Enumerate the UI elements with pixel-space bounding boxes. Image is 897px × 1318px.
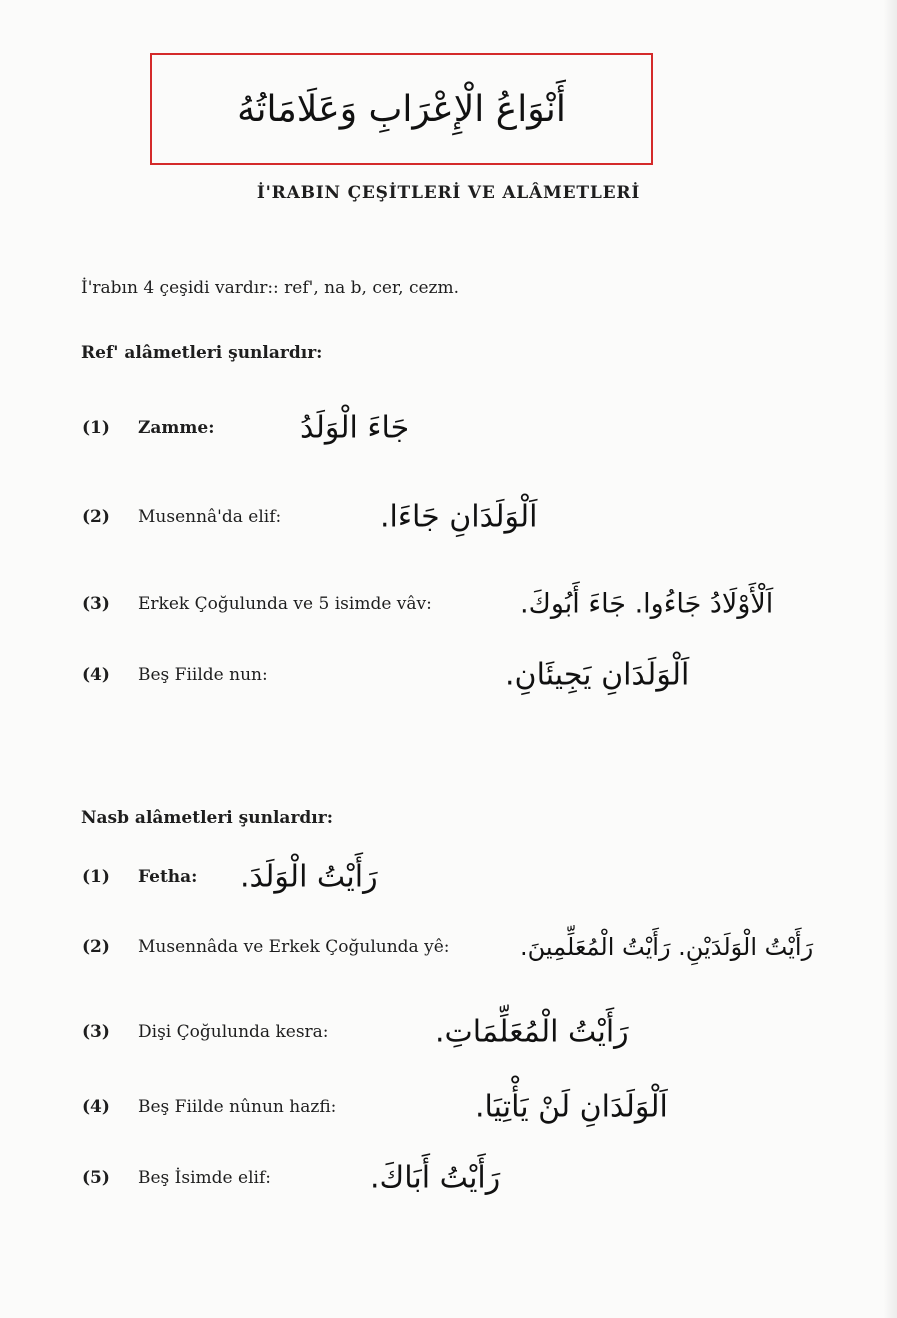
- list-item: [0, 398, 897, 458]
- list-item: [0, 847, 897, 907]
- item-label: Beş Fiilde nûnun hazfi:: [138, 1097, 337, 1117]
- arabic-title: أَنْوَاعُ الْإِعْرَابِ وَعَلَامَاتُهُ: [237, 88, 566, 130]
- item-label: Musennâda ve Erkek Çoğulunda yê:: [138, 937, 450, 957]
- arabic-example: رَأَيْتُ أَبَاكَ.: [370, 1160, 501, 1196]
- ref-heading: Ref' alâmetleri şunlardır:: [81, 343, 323, 363]
- arabic-example: اَلْأَوْلَادُ جَاءُوا. جَاءَ أَبُوكَ.: [520, 588, 774, 620]
- item-number: (3): [82, 1022, 110, 1042]
- item-label: Musennâ'da elif:: [138, 507, 282, 527]
- item-number: (5): [82, 1168, 110, 1188]
- item-number: (2): [82, 507, 110, 527]
- list-item: [0, 645, 897, 705]
- arabic-example: رَأَيْتُ الْوَلَدَيْنِ. رَأَيْتُ الْمُعَلِّمِينَ.: [520, 933, 814, 961]
- list-item: [0, 1148, 897, 1208]
- item-label: Dişi Çoğulunda kesra:: [138, 1022, 329, 1042]
- nasb-heading: Nasb alâmetleri şunlardır:: [81, 808, 333, 828]
- item-number: (4): [82, 665, 110, 685]
- list-item: [0, 1077, 897, 1137]
- item-number: (3): [82, 594, 110, 614]
- item-number: (1): [82, 867, 110, 887]
- arabic-example: اَلْوَلَدَانِ يَجِيئَانِ.: [505, 657, 690, 693]
- arabic-example: جَاءَ الْوَلَدُ: [300, 410, 410, 446]
- page-title: İ'RABIN ÇEŞİTLERİ VE ALÂMETLERİ: [256, 183, 641, 203]
- item-number: (1): [82, 418, 110, 438]
- item-number: (2): [82, 937, 110, 957]
- arabic-example: رَأَيْتُ الْمُعَلِّمَاتِ.: [435, 1014, 629, 1050]
- arabic-example: اَلْوَلَدَانِ جَاءَا.: [380, 499, 538, 535]
- item-label: Fetha:: [138, 867, 198, 887]
- item-label: Beş Fiilde nun:: [138, 665, 268, 685]
- intro-text: İ'rabın 4 çeşidi vardır:: ref', na b, cer, cezm.: [81, 278, 460, 298]
- list-item: [0, 917, 897, 977]
- arabic-example: رَأَيْتُ الْوَلَدَ.: [240, 859, 378, 895]
- arabic-example: اَلْوَلَدَانِ لَنْ يَأْتِيَا.: [475, 1089, 668, 1125]
- list-item: [0, 574, 897, 634]
- arabic-title-box: [150, 53, 653, 165]
- item-label: Erkek Çoğulunda ve 5 isimde vâv:: [138, 594, 432, 614]
- item-label: Zamme:: [138, 418, 215, 438]
- list-item: [0, 1002, 897, 1062]
- item-label: Beş İsimde elif:: [138, 1168, 271, 1188]
- item-number: (4): [82, 1097, 110, 1117]
- list-item: [0, 487, 897, 547]
- page-edge-shadow: [883, 0, 897, 1318]
